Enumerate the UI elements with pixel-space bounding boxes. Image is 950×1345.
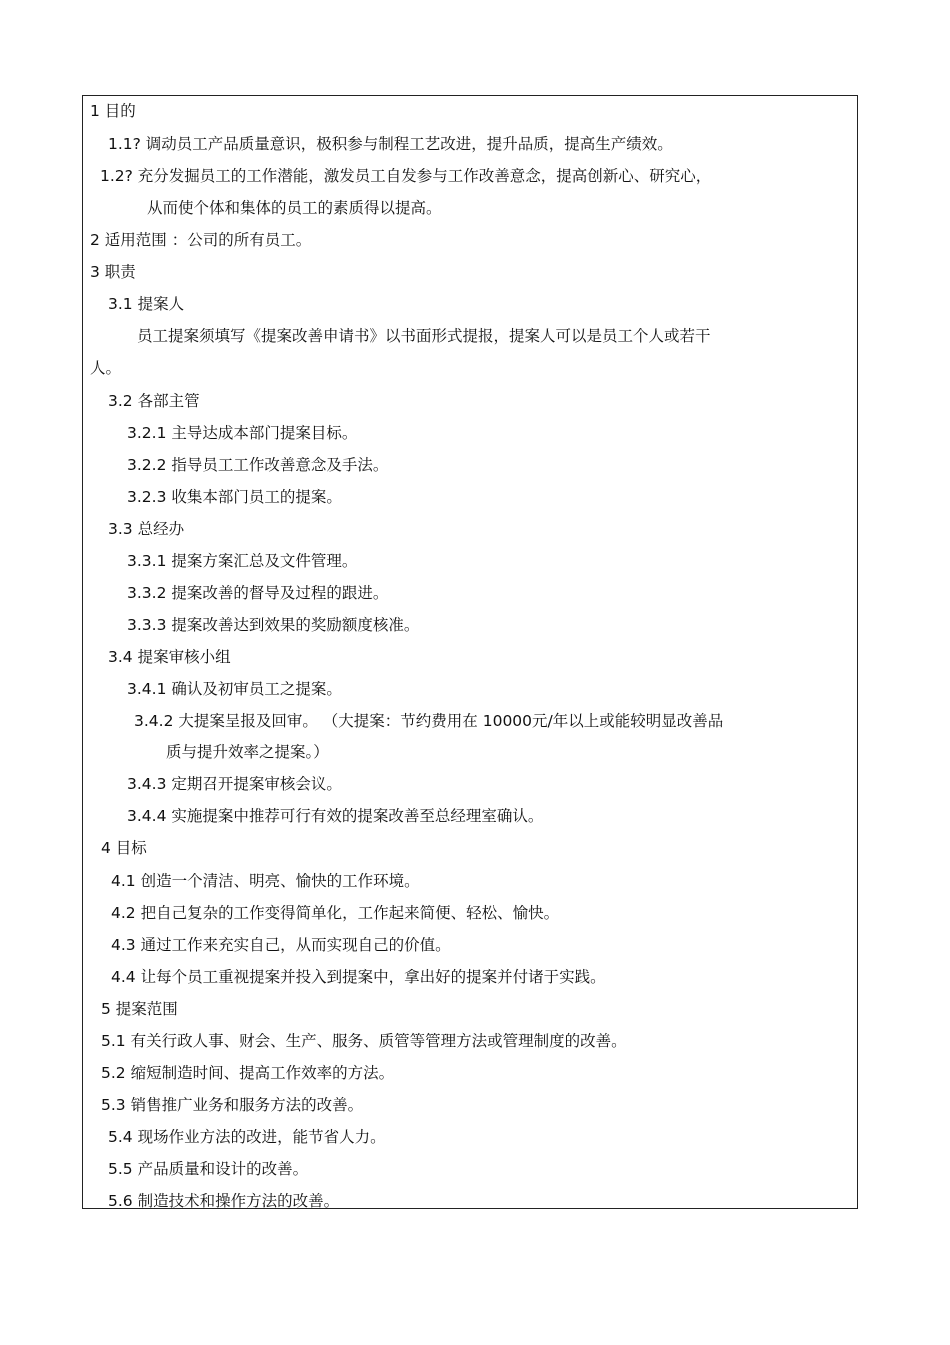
- item-4-1: 4.1 创造一个清洁、明亮、愉快的工作环境。: [111, 872, 420, 890]
- item-1-1: 1.1? 调动员工产品质量意识，极积参与制程工艺改进，提升品质，提高生产绩效。: [108, 135, 673, 153]
- item-5-2: 5.2 缩短制造时间、提高工作效率的方法。: [101, 1064, 395, 1082]
- item-3-4-1: 3.4.1 确认及初审员工之提案。: [127, 680, 342, 698]
- item-3-3-1: 3.3.1 提案方案汇总及文件管理。: [127, 552, 358, 570]
- item-4-3: 4.3 通过工作来充实自己，从而实现自己的价值。: [111, 936, 451, 954]
- section-4-heading: 4 目标: [101, 839, 147, 857]
- section-1-heading: 1 目的: [90, 102, 136, 120]
- item-3-1-body-cont: 人。: [90, 359, 122, 377]
- item-3-3-2: 3.3.2 提案改善的督导及过程的跟进。: [127, 584, 389, 602]
- item-3-4-2: 3.4.2 大提案呈报及回审。 （大提案：节约费用在 10000元/年以上或能较明显改善品: [134, 712, 724, 730]
- item-3-4-2-cont: 质与提升效率之提案。）: [166, 743, 329, 761]
- item-5-5: 5.5 产品质量和设计的改善。: [108, 1160, 309, 1178]
- item-3-3-3: 3.3.3 提案改善达到效果的奖励额度核准。: [127, 616, 420, 634]
- item-5-1: 5.1 有关行政人事、财会、生产、服务、质管等管理方法或管理制度的改善。: [101, 1032, 627, 1050]
- item-5-4: 5.4 现场作业方法的改进，能节省人力。: [108, 1128, 386, 1146]
- section-2-heading: 2 适用范围 ：公司的所有员工。: [90, 231, 312, 249]
- item-3-4-4: 3.4.4 实施提案中推荐可行有效的提案改善至总经理室确认。: [127, 807, 544, 825]
- item-1-2-cont: 从而使个体和集体的员工的素质得以提高。: [147, 199, 442, 217]
- item-5-6: 5.6 制造技术和操作方法的改善。: [108, 1192, 340, 1210]
- section-5-heading: 5 提案范围: [101, 1000, 178, 1018]
- item-3-4-3: 3.4.3 定期召开提案审核会议。: [127, 775, 342, 793]
- item-3-4-heading: 3.4 提案审核小组: [108, 648, 231, 666]
- item-3-2-heading: 3.2 各部主管: [108, 392, 200, 410]
- item-3-1-heading: 3.1 提案人: [108, 295, 185, 313]
- item-1-2: 1.2? 充分发掘员工的工作潜能，激发员工自发参与工作改善意念，提高创新心、研究心，: [100, 167, 712, 185]
- section-3-heading: 3 职责: [90, 263, 136, 281]
- item-4-4: 4.4 让每个员工重视提案并投入到提案中，拿出好的提案并付诸于实践。: [111, 968, 606, 986]
- item-3-1-body: 员工提案须填写《提案改善申请书》以书面形式提报，提案人可以是员工个人或若干: [137, 327, 711, 345]
- item-3-2-3: 3.2.3 收集本部门员工的提案。: [127, 488, 342, 506]
- item-4-2: 4.2 把自己复杂的工作变得简单化，工作起来简便、轻松、愉快。: [111, 904, 560, 922]
- item-3-2-2: 3.2.2 指导员工工作改善意念及手法。: [127, 456, 389, 474]
- item-5-3: 5.3 销售推广业务和服务方法的改善。: [101, 1096, 364, 1114]
- item-3-3-heading: 3.3 总经办: [108, 520, 185, 538]
- item-3-2-1: 3.2.1 主导达成本部门提案目标。: [127, 424, 358, 442]
